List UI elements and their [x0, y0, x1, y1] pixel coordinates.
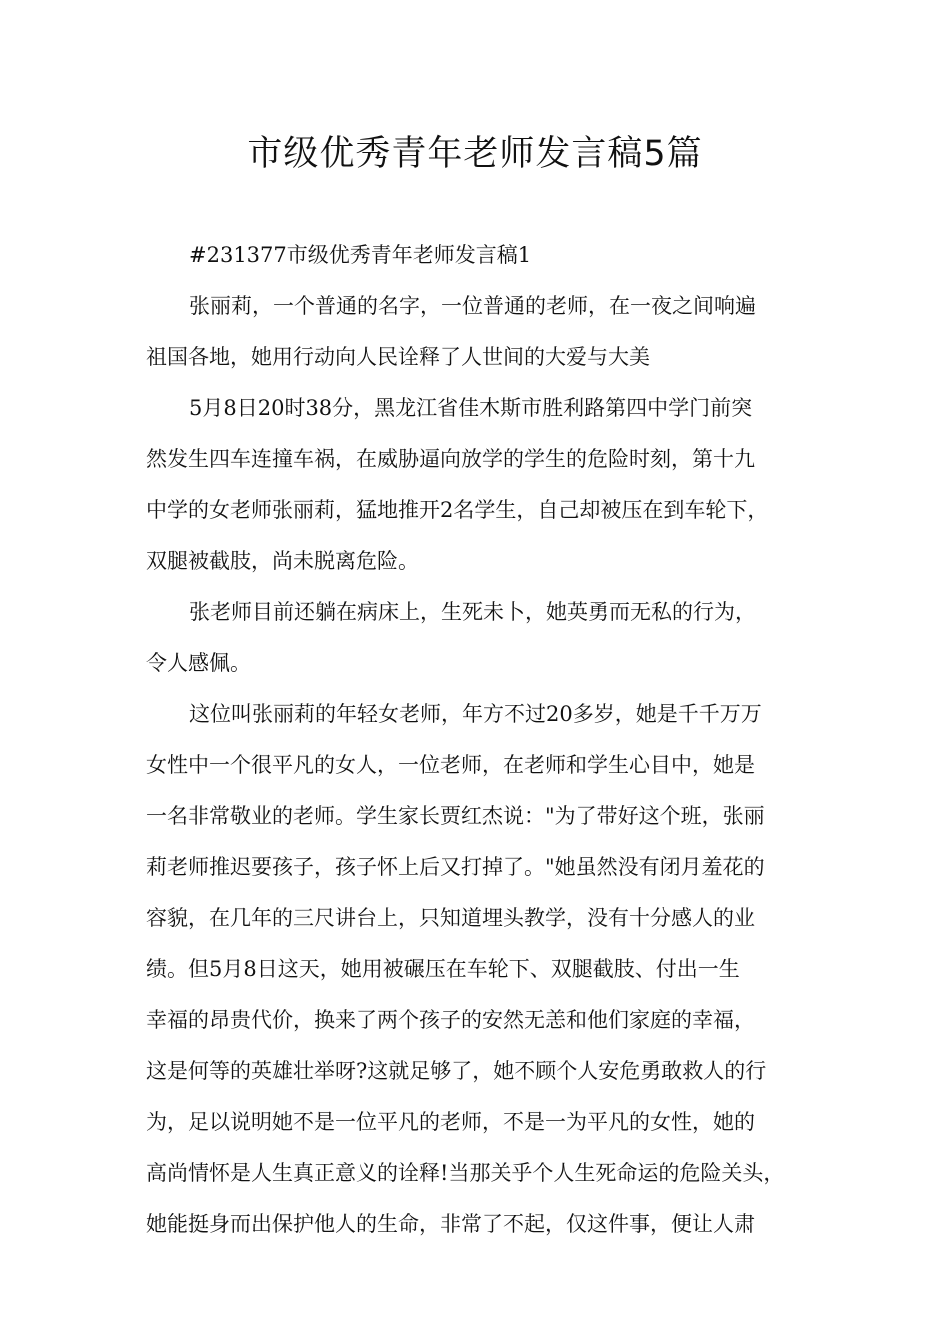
text-line: 幸福的昂贵代价，换来了两个孩子的安然无恙和他们家庭的幸福， — [146, 1008, 755, 1032]
text-line: 祖国各地，她用行动向人民诠释了人世间的大爱与大美 — [146, 345, 650, 369]
document-body — [146, 230, 836, 1250]
text-line: 她能挺身而出保护他人的生命，非常了不起，仅这件事，便让人肃 — [146, 1212, 755, 1236]
text-line: 高尚情怀是人生真正意义的诠释!当那关乎个人生死命运的危险关头， — [146, 1161, 785, 1185]
text-line: 双腿被截肢，尚未脱离危险。 — [146, 549, 419, 573]
text-line: 容貌，在几年的三尺讲台上，只知道埋头教学，没有十分感人的业 — [146, 906, 755, 930]
text-line: 这位叫张丽莉的年轻女老师，年方不过20多岁，她是千千万万 — [189, 702, 762, 726]
text-line: 5月8日20时38分，黑龙江省佳木斯市胜利路第四中学门前突 — [189, 396, 753, 420]
text-line: 令人感佩。 — [146, 651, 251, 675]
text-line: #231377市级优秀青年老师发言稿1 — [189, 243, 532, 267]
text-line: 一名非常敬业的老师。学生家长贾红杰说："为了带好这个班，张丽 — [146, 804, 765, 828]
text-line: 莉老师推迟要孩子，孩子怀上后又打掉了。"她虽然没有闭月羞花的 — [146, 855, 765, 879]
text-line: 女性中一个很平凡的女人，一位老师，在老师和学生心目中，她是 — [146, 753, 755, 777]
text-line: 绩。但5月8日这天，她用被碾压在车轮下、双腿截肢、付出一生 — [146, 957, 740, 981]
text-line: 中学的女老师张丽莉，猛地推开2名学生，自己却被压在到车轮下， — [146, 498, 769, 522]
text-line: 为，足以说明她不是一位平凡的老师，不是一为平凡的女性，她的 — [146, 1110, 755, 1134]
text-line: 张老师目前还躺在病床上，生死未卜，她英勇而无私的行为， — [189, 600, 756, 624]
text-line: 张丽莉，一个普通的名字，一位普通的老师，在一夜之间响遍 — [189, 294, 756, 318]
text-line: 然发生四车连撞车祸，在威胁逼向放学的学生的危险时刻，第十九 — [146, 447, 755, 471]
document-title: 市级优秀青年老师发言稿5篇 — [247, 134, 703, 174]
text-line: 这是何等的英雄壮举呀?这就足够了，她不顾个人安危勇敢救人的行 — [146, 1059, 767, 1083]
